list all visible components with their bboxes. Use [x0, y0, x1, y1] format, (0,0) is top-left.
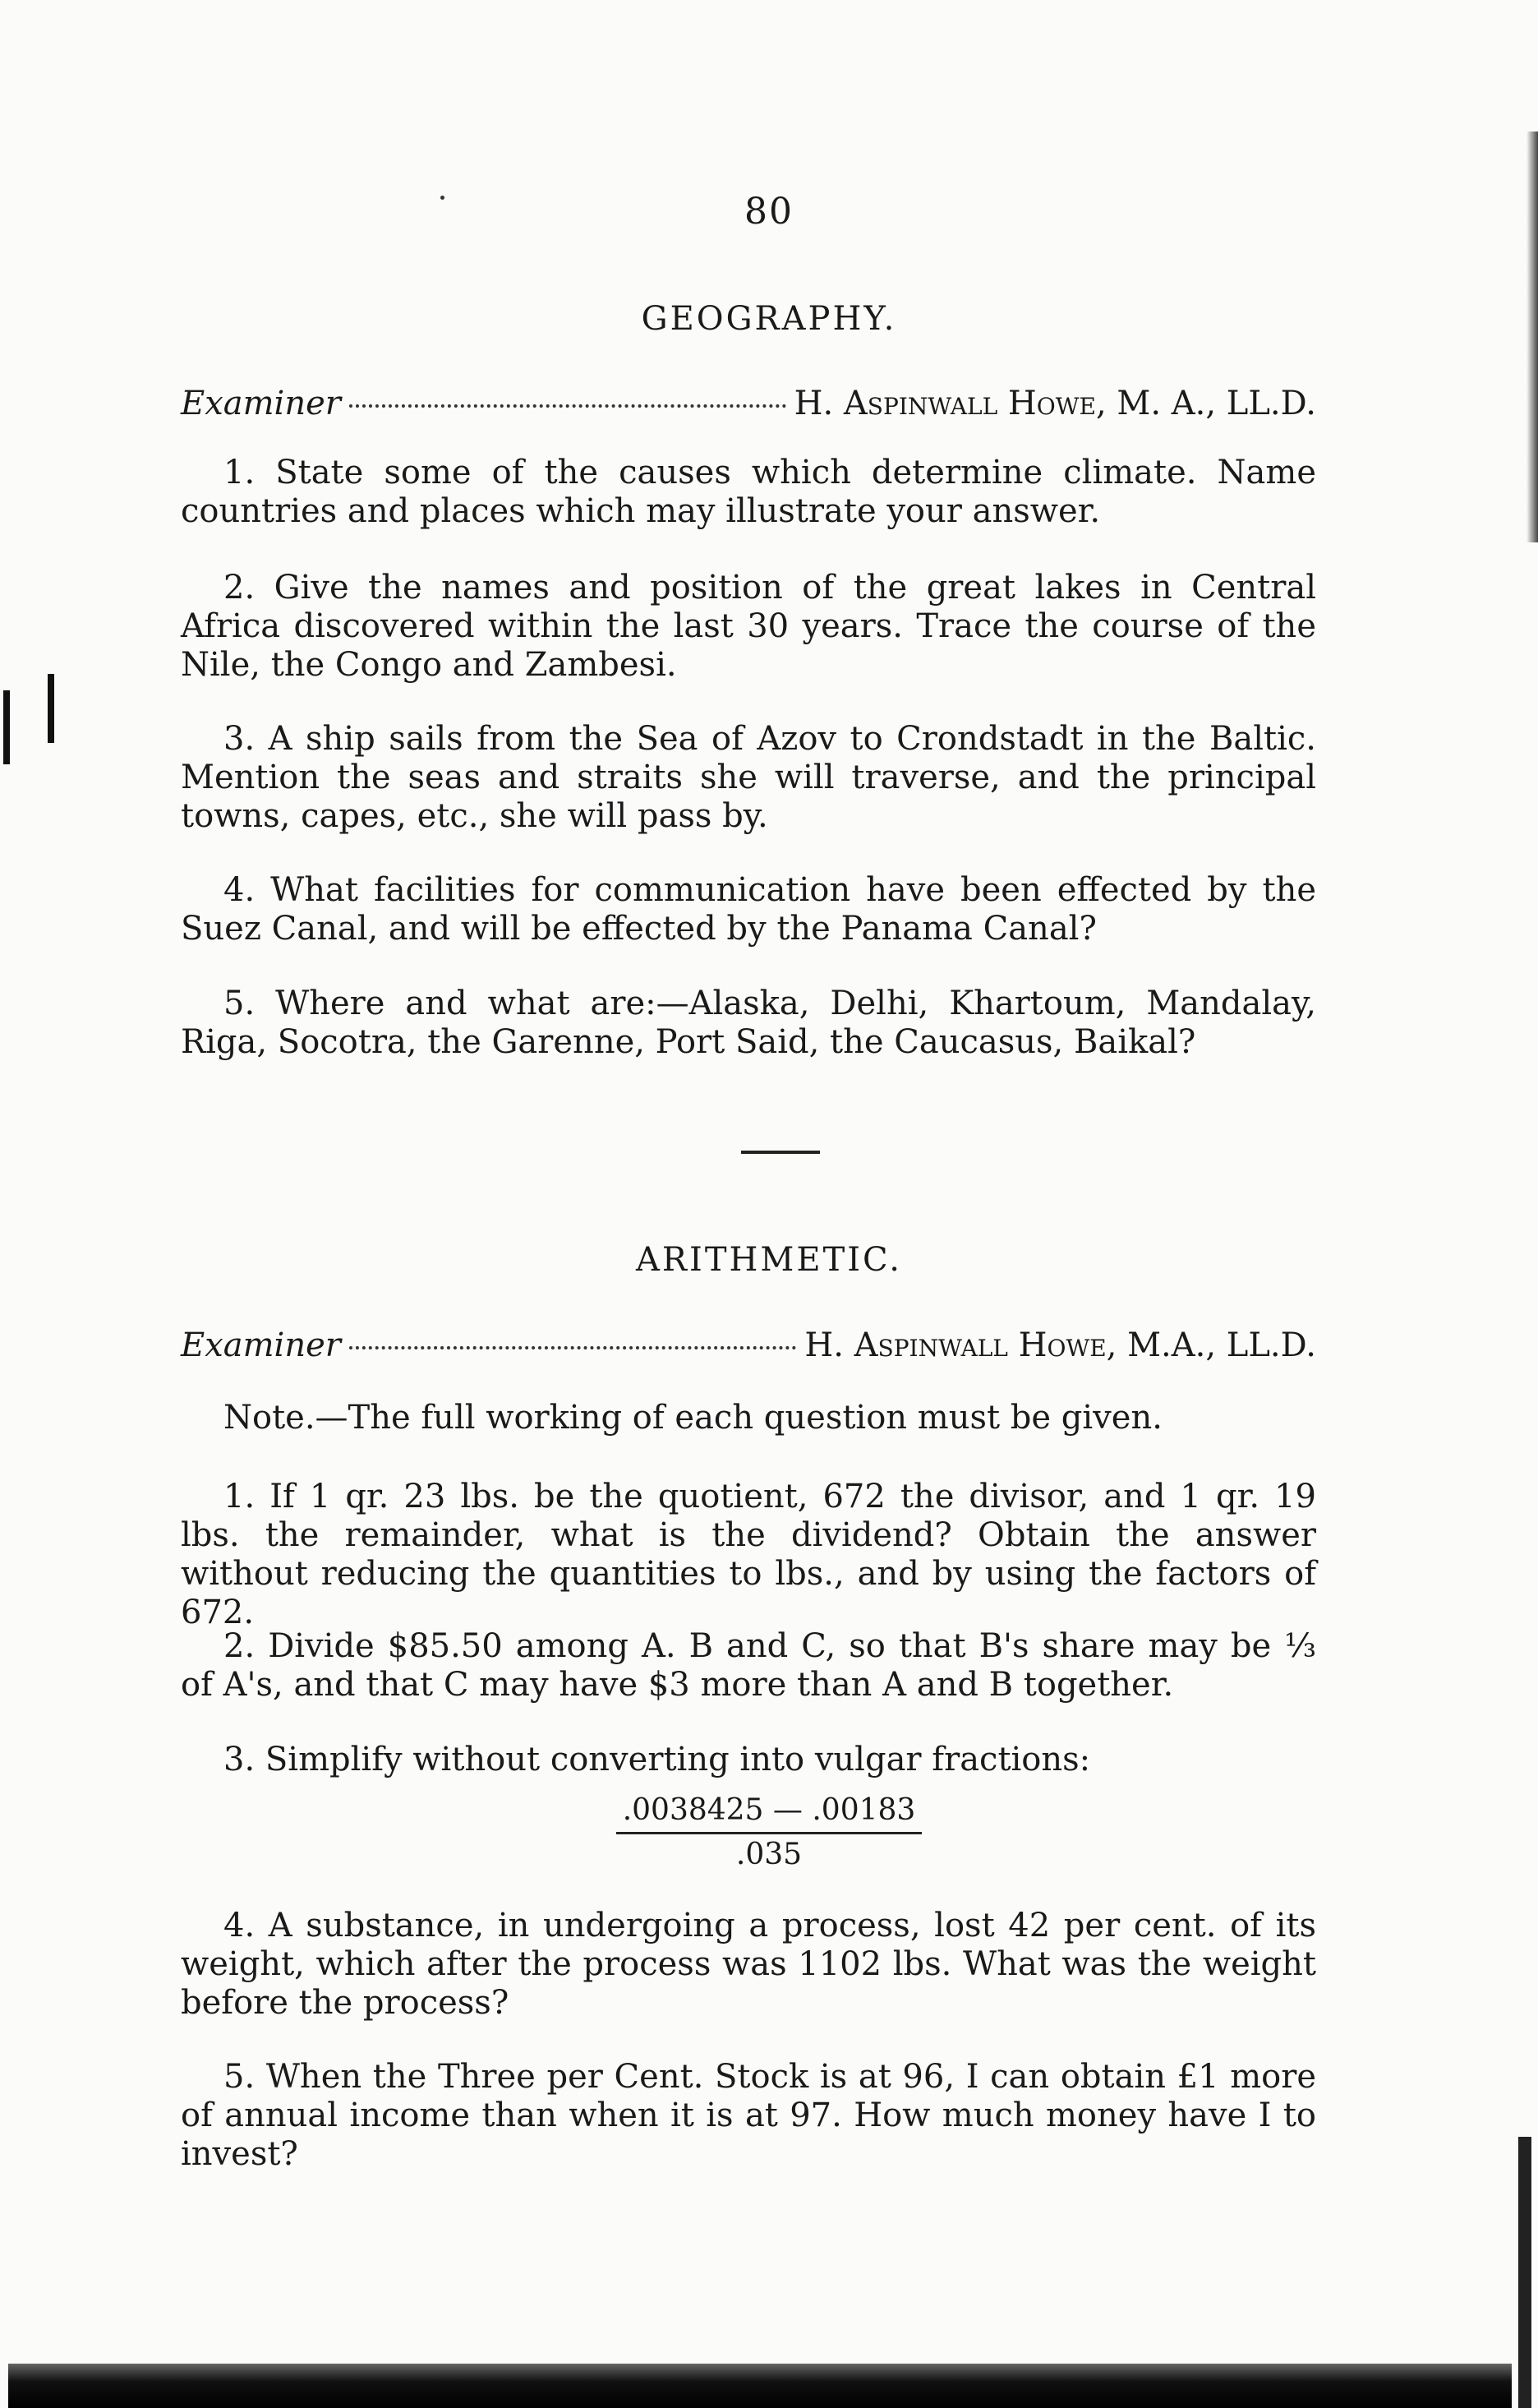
arithmetic-heading: ARITHMETIC.	[636, 1241, 902, 1279]
arithmetic-question-4: 4. A substance, in undergoing a process, lost 42 per cent. of its weight, which after the process was 1102 lbs. What was the weight before the process?	[181, 1907, 1316, 2022]
geography-examiner-line	[181, 385, 1316, 422]
geography-question-4: 4. What facilities for communication have been effected by the Suez Canal, and will be effected by the Panama Canal?	[181, 871, 1316, 948]
examiner-name: H. Aspinwall Howe, M.A., LL.D.	[804, 1326, 1316, 1364]
scan-mark	[48, 674, 54, 743]
geography-question-5: 5. Where and what are:—Alaska, Delhi, Khartoum, Mandalay, Riga, Socotra, the Garenne, Port Said, the Caucasus, Baikal?	[181, 985, 1316, 1061]
leader-dots	[349, 404, 786, 408]
arithmetic-question-3: 3. Simplify without converting into vulgar fractions:	[223, 1741, 1091, 1778]
examiner-name: H. Aspinwall Howe, M. A., LL.D.	[794, 385, 1316, 422]
page-number: 80	[744, 191, 794, 233]
examiner-label: Examiner	[181, 385, 341, 422]
fraction-expression	[0, 1793, 1538, 1871]
scan-edge-shadow	[1526, 131, 1538, 542]
geography-question-3: 3. A ship sails from the Sea of Azov to Crondstadt in the Baltic. Mention the seas and straits she will traverse, and the principal towns, capes, etc., she will pass by.	[181, 720, 1316, 835]
geography-heading: GEOGRAPHY.	[641, 300, 897, 338]
examiner-label: Examiner	[181, 1326, 341, 1364]
arithmetic-note: Note.—The full working of each question must be given.	[223, 1399, 1163, 1437]
scan-edge-shadow	[1518, 2137, 1531, 2408]
scan-bottom-band	[8, 2364, 1512, 2408]
geography-question-2: 2. Give the names and position of the great lakes in Central Africa discovered within the last 30 years. Trace the course of the Nile, the Congo and Zambesi.	[181, 569, 1316, 684]
arithmetic-question-2: 2. Divide $85.50 among A. B and C, so that B's share may be ⅓ of A's, and that C may have $3 more than A and B together.	[181, 1627, 1316, 1704]
scan-mark	[3, 690, 10, 764]
fraction-denominator: .035	[735, 1838, 803, 1871]
fraction-numerator: .0038425 — .00183	[616, 1793, 923, 1834]
section-divider	[741, 1151, 820, 1154]
arithmetic-question-5: 5. When the Three per Cent. Stock is at 96, I can obtain £1 more of annual income than when it is at 97. How much money have I to invest?	[181, 2058, 1316, 2173]
arithmetic-question-1: 1. If 1 qr. 23 lbs. be the quotient, 672 the divisor, and 1 qr. 19 lbs. the remainder, what is the dividend? Obtain the answer without reducing the quantities to lbs., and by using the factors of 672.	[181, 1478, 1316, 1631]
geography-question-1: 1. State some of the causes which determine climate. Name countries and places which may illustrate your answer.	[181, 454, 1316, 530]
leader-dots	[349, 1346, 796, 1349]
arithmetic-examiner-line	[181, 1326, 1316, 1364]
